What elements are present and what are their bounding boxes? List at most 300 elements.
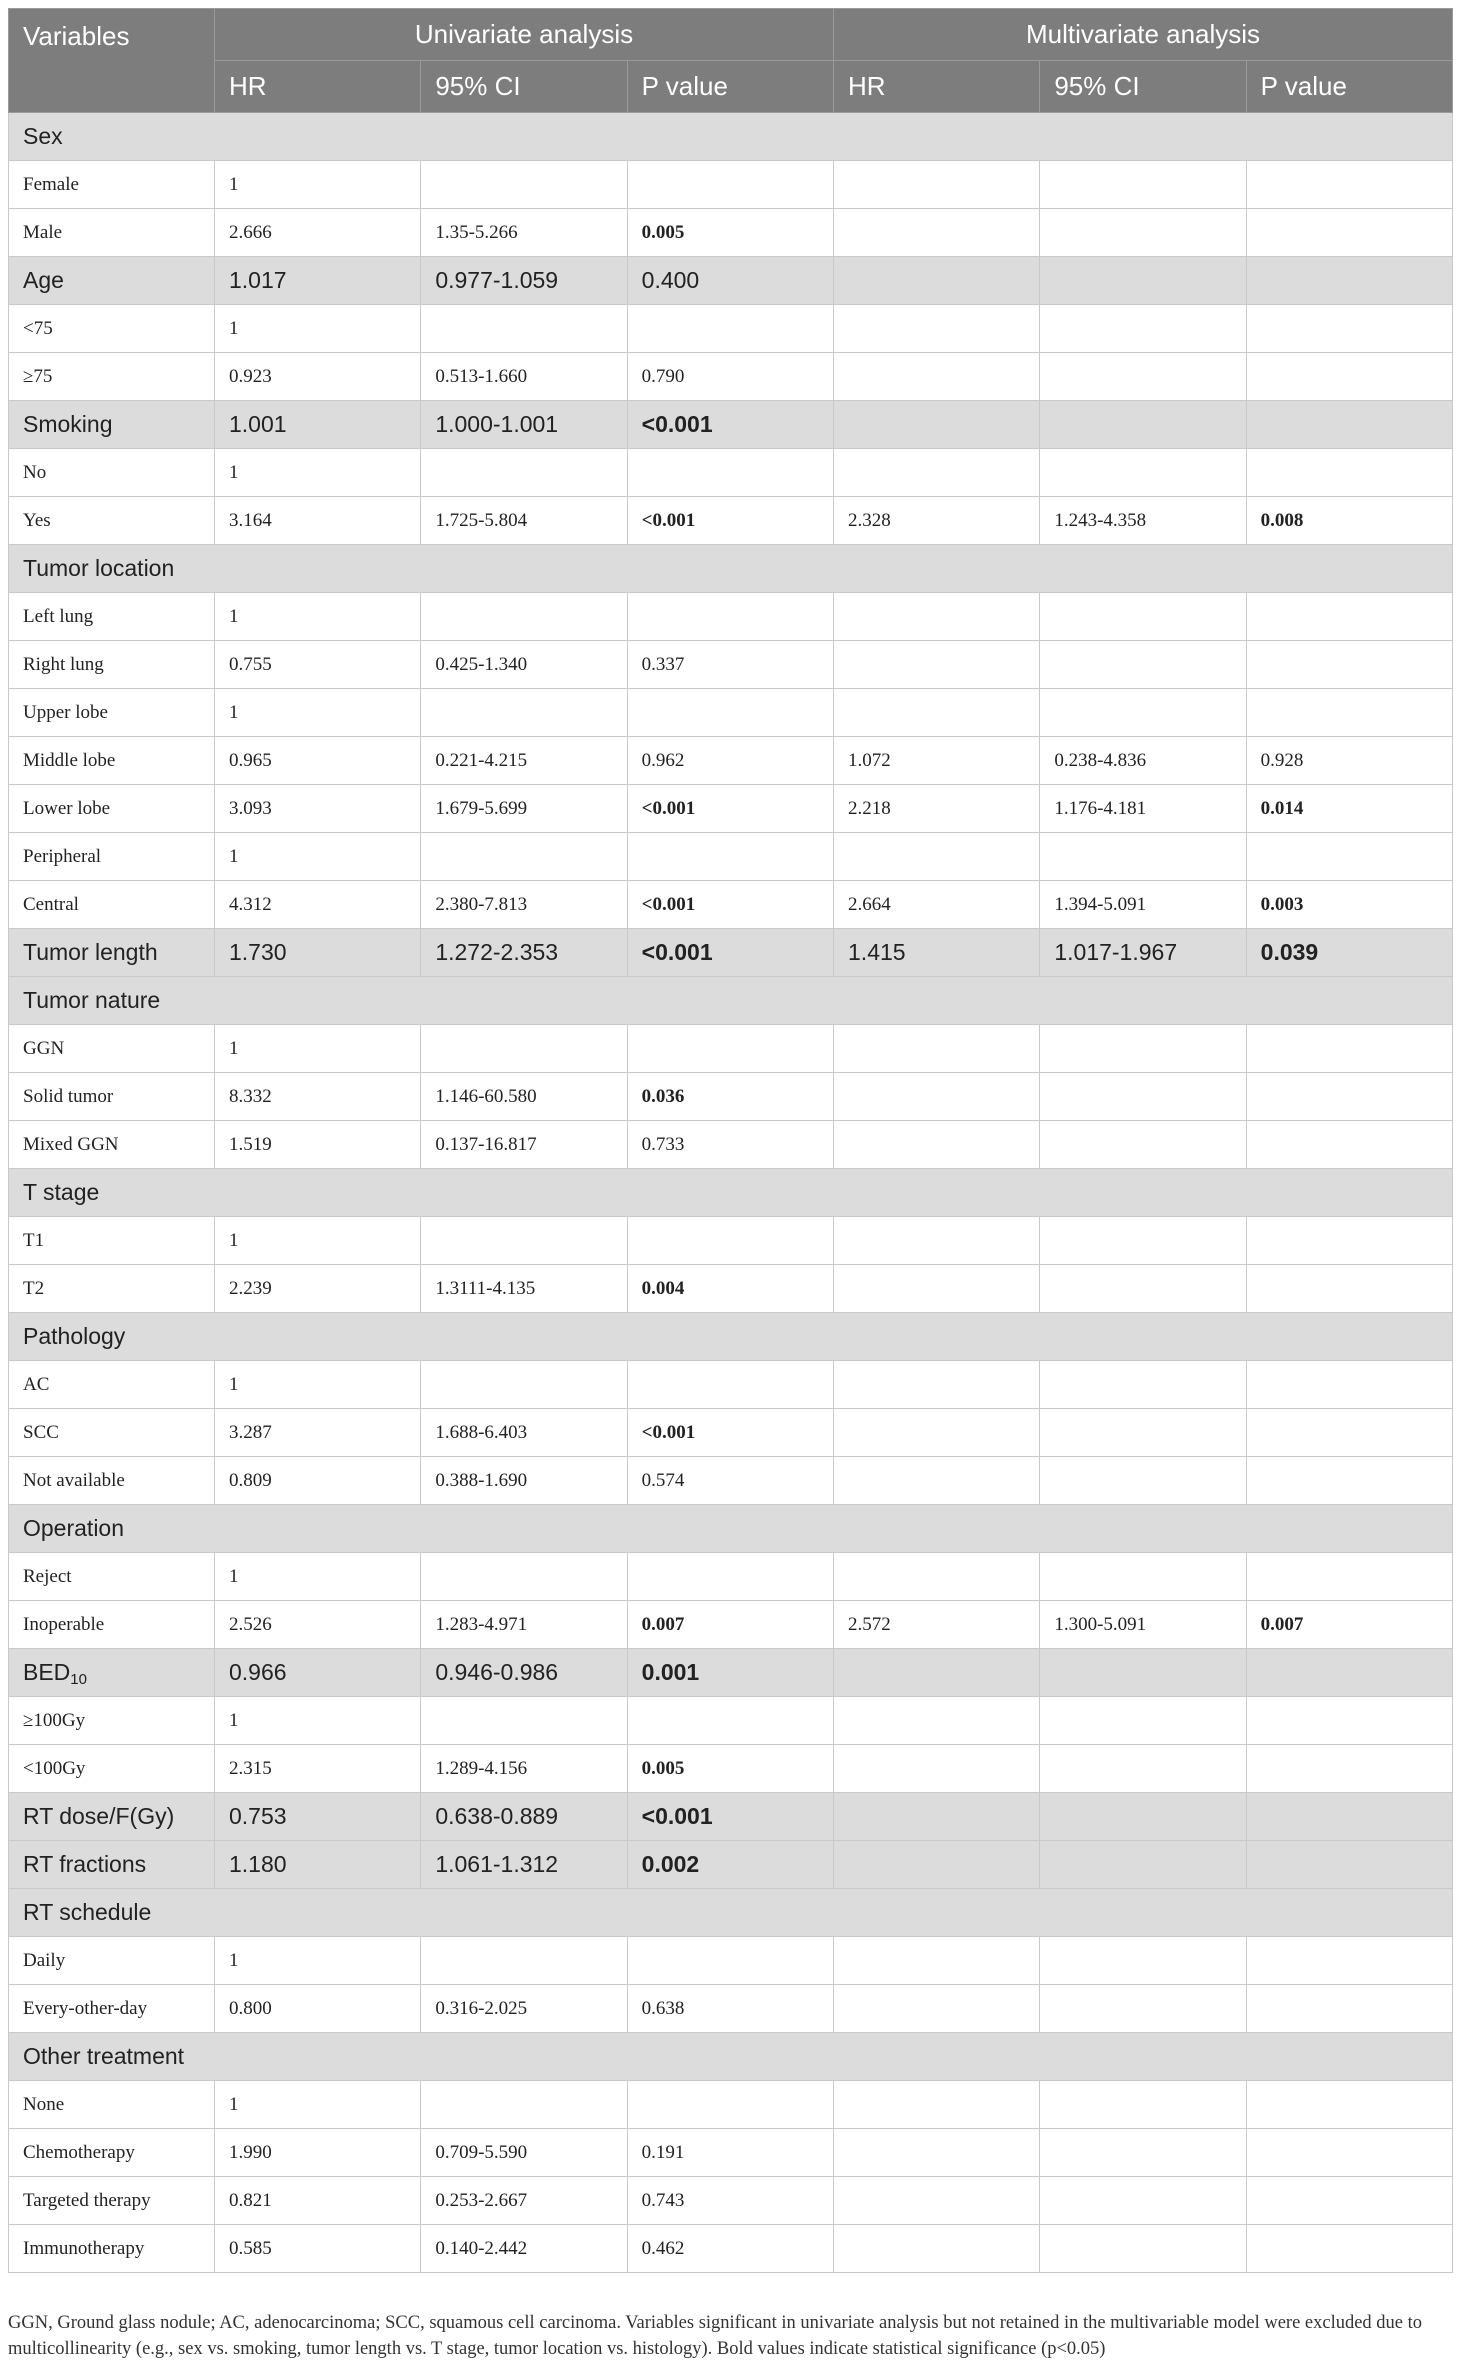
row-label-text: RT dose/F(Gy) [23, 1803, 175, 1829]
row-label-text: Yes [23, 509, 51, 531]
cell-multi-hr [834, 401, 1040, 449]
cell-multi-p: 0.928 [1246, 737, 1452, 785]
cell-uni-p: 0.337 [627, 641, 833, 689]
header-row-sub [9, 61, 1453, 113]
row-label-text: Female [23, 173, 79, 195]
cell-uni-hr: 0.800 [215, 1985, 421, 2033]
cell-multi-p [1246, 161, 1452, 209]
cell-uni-ci: 1.679-5.699 [421, 785, 627, 833]
cell-multi-p [1246, 2081, 1452, 2129]
cell-multi-hr [834, 161, 1040, 209]
table-row [9, 785, 1453, 833]
cell-uni-ci [421, 1217, 627, 1265]
cell-multi-ci [1040, 833, 1246, 881]
table-row [9, 1217, 1453, 1265]
cell-multi-ci [1040, 1025, 1246, 1073]
cell-multi-ci [1040, 2177, 1246, 2225]
cell-uni-p: <0.001 [627, 497, 833, 545]
cell-uni-ci [421, 1553, 627, 1601]
row-label [9, 305, 215, 353]
cell-multi-hr [834, 1217, 1040, 1265]
cell-uni-hr: 4.312 [215, 881, 421, 929]
table-header [9, 9, 1453, 113]
header-univariate: Univariate analysis [215, 9, 834, 61]
cell-multi-p [1246, 401, 1452, 449]
row-label [9, 497, 215, 545]
cell-multi-p [1246, 353, 1452, 401]
cell-multi-hr [834, 1025, 1040, 1073]
row-label-text: Tumor nature [23, 987, 161, 1013]
cell-multi-hr [834, 1793, 1040, 1841]
cell-uni-ci: 0.513-1.660 [421, 353, 627, 401]
cell-uni-p [627, 689, 833, 737]
cell-multi-p [1246, 833, 1452, 881]
cell-multi-hr: 2.664 [834, 881, 1040, 929]
cell-multi-ci [1040, 2081, 1246, 2129]
cell-uni-hr: 0.923 [215, 353, 421, 401]
cell-multi-ci [1040, 1697, 1246, 1745]
table-row [9, 689, 1453, 737]
cell-multi-hr [834, 209, 1040, 257]
cell-multi-hr [834, 1745, 1040, 1793]
row-label-text: Reject [23, 1565, 72, 1587]
row-label [9, 1697, 215, 1745]
cell-uni-hr: 1 [215, 305, 421, 353]
cell-uni-p [627, 1553, 833, 1601]
cell-multi-p [1246, 209, 1452, 257]
cell-uni-hr: 0.965 [215, 737, 421, 785]
cell-multi-p [1246, 305, 1452, 353]
cell-uni-hr: 2.666 [215, 209, 421, 257]
cell-uni-hr: 0.821 [215, 2177, 421, 2225]
row-label-text: Middle lobe [23, 749, 116, 771]
cell-multi-hr [834, 1409, 1040, 1457]
row-label-text: Pathology [23, 1323, 126, 1349]
cell-uni-ci: 0.140-2.442 [421, 2225, 627, 2273]
row-label-text: Right lung [23, 653, 104, 675]
cell-uni-p: 0.733 [627, 1121, 833, 1169]
row-label-text: Every-other-day [23, 1997, 148, 2019]
table-row [9, 833, 1453, 881]
cell-uni-ci: 1.725-5.804 [421, 497, 627, 545]
table-row [9, 1457, 1453, 1505]
table-row [9, 2081, 1453, 2129]
cell-uni-ci [421, 1937, 627, 1985]
cell-uni-p: 0.005 [627, 209, 833, 257]
row-label-text: Daily [23, 1949, 66, 1971]
cell-uni-hr: 2.239 [215, 1265, 421, 1313]
row-label [9, 593, 215, 641]
row-label-text: T2 [23, 1277, 45, 1299]
cell-uni-p [627, 1937, 833, 1985]
table-row-group [9, 1313, 1453, 1361]
row-label-text: T stage [23, 1179, 100, 1205]
cell-multi-hr [834, 2129, 1040, 2177]
table-row [9, 209, 1453, 257]
cell-multi-hr [834, 593, 1040, 641]
row-label [9, 1793, 215, 1841]
cell-uni-p: 0.001 [627, 1649, 833, 1697]
cell-uni-hr: 1.990 [215, 2129, 421, 2177]
table-footnote: GGN, Ground glass nodule; AC, adenocarcinoma; SCC, squamous cell carcinoma. Variables significant in univariate analysis but not retained in the multivariable model were excluded due to multicollinearity (e.g., sex vs. smoking, tumor length vs. T stage, tumor location vs. histology). Bold values indicate statistical significance (p<0.05) [8, 2313, 1423, 2359]
cell-uni-hr: 8.332 [215, 1073, 421, 1121]
cell-uni-p: 0.638 [627, 1985, 833, 2033]
row-label [9, 449, 215, 497]
row-label-text: Chemotherapy [23, 2141, 135, 2163]
cell-uni-ci: 1.272-2.353 [421, 929, 627, 977]
cell-uni-p: <0.001 [627, 785, 833, 833]
row-label [9, 833, 215, 881]
cell-uni-p [627, 1217, 833, 1265]
table-row-group [9, 1649, 1453, 1697]
table-row [9, 1073, 1453, 1121]
table-row-group [9, 1505, 1453, 1553]
row-label [9, 1553, 215, 1601]
cell-uni-hr: 1 [215, 1553, 421, 1601]
row-label [9, 1409, 215, 1457]
header-multi-p: P value [1246, 61, 1452, 113]
table-row [9, 1553, 1453, 1601]
header-uni-hr: HR [215, 61, 421, 113]
table-row [9, 737, 1453, 785]
cell-uni-ci: 0.316-2.025 [421, 1985, 627, 2033]
cell-multi-p [1246, 449, 1452, 497]
row-label [9, 353, 215, 401]
cell-uni-p: 0.400 [627, 257, 833, 305]
cell-uni-ci: 1.688-6.403 [421, 1409, 627, 1457]
cell-multi-hr [834, 1073, 1040, 1121]
cell-multi-ci [1040, 593, 1246, 641]
cell-multi-ci [1040, 1937, 1246, 1985]
cell-multi-p [1246, 1265, 1452, 1313]
cell-multi-p [1246, 1409, 1452, 1457]
cell-uni-ci [421, 689, 627, 737]
cell-uni-p [627, 305, 833, 353]
table-row [9, 881, 1453, 929]
row-label [9, 785, 215, 833]
row-label [9, 1649, 215, 1697]
cell-uni-ci: 0.709-5.590 [421, 2129, 627, 2177]
cell-uni-hr: 1.017 [215, 257, 421, 305]
cell-multi-ci [1040, 353, 1246, 401]
cell-uni-hr: 1 [215, 449, 421, 497]
cell-multi-hr [834, 1937, 1040, 1985]
cell-multi-ci [1040, 1793, 1246, 1841]
cell-multi-hr [834, 641, 1040, 689]
cell-uni-hr: 0.753 [215, 1793, 421, 1841]
cell-multi-p [1246, 1121, 1452, 1169]
row-label-text: <75 [23, 317, 53, 339]
row-label-text: No [23, 461, 47, 483]
row-label [9, 401, 215, 449]
row-label [9, 1841, 215, 1889]
table-row [9, 2129, 1453, 2177]
cell-uni-p [627, 161, 833, 209]
cell-multi-p [1246, 2129, 1452, 2177]
table-row [9, 593, 1453, 641]
cell-multi-ci [1040, 401, 1246, 449]
cell-multi-hr [834, 353, 1040, 401]
row-label [9, 257, 215, 305]
cell-multi-ci: 1.300-5.091 [1040, 1601, 1246, 1649]
header-uni-p: P value [627, 61, 833, 113]
row-label-text: Male [23, 221, 63, 243]
cell-uni-p [627, 1697, 833, 1745]
cell-multi-p [1246, 641, 1452, 689]
table-row-group [9, 257, 1453, 305]
cell-multi-hr [834, 1361, 1040, 1409]
cell-multi-hr [834, 1121, 1040, 1169]
cell-multi-ci [1040, 257, 1246, 305]
cell-uni-ci [421, 1361, 627, 1409]
cell-multi-ci: 0.238-4.836 [1040, 737, 1246, 785]
cell-multi-p [1246, 1793, 1452, 1841]
cell-uni-p: 0.462 [627, 2225, 833, 2273]
cell-multi-p [1246, 1073, 1452, 1121]
table-row [9, 2225, 1453, 2273]
table-row-group [9, 1793, 1453, 1841]
table-row [9, 1265, 1453, 1313]
cell-uni-p: <0.001 [627, 929, 833, 977]
cell-uni-p [627, 449, 833, 497]
cell-uni-p: 0.036 [627, 1073, 833, 1121]
row-label-text: Operation [23, 1515, 125, 1541]
cell-uni-p: 0.962 [627, 737, 833, 785]
row-label [9, 1121, 215, 1169]
table-row-group [9, 545, 1453, 593]
cell-multi-ci [1040, 161, 1246, 209]
row-label-text: GGN [23, 1037, 65, 1059]
cell-multi-ci [1040, 1553, 1246, 1601]
cell-multi-hr [834, 1457, 1040, 1505]
cell-uni-p: <0.001 [627, 1409, 833, 1457]
cell-uni-hr: 0.809 [215, 1457, 421, 1505]
cell-uni-ci [421, 833, 627, 881]
table-row-group [9, 1841, 1453, 1889]
cell-uni-ci [421, 1025, 627, 1073]
cell-multi-ci [1040, 449, 1246, 497]
row-label [9, 1265, 215, 1313]
cell-uni-ci: 1.3111-4.135 [421, 1265, 627, 1313]
row-label-text: Sex [23, 123, 63, 149]
row-label-text: Upper lobe [23, 701, 108, 723]
cell-multi-ci [1040, 2129, 1246, 2177]
row-label [9, 1025, 215, 1073]
cell-uni-hr: 1 [215, 593, 421, 641]
cell-multi-hr [834, 305, 1040, 353]
cell-multi-hr [834, 2081, 1040, 2129]
table-row-group [9, 113, 1453, 161]
cell-multi-hr [834, 689, 1040, 737]
cell-uni-ci: 2.380-7.813 [421, 881, 627, 929]
cell-uni-hr: 0.966 [215, 1649, 421, 1697]
cell-uni-hr: 0.585 [215, 2225, 421, 2273]
table-row [9, 1985, 1453, 2033]
cell-multi-p: 0.008 [1246, 497, 1452, 545]
header-row-top [9, 9, 1453, 61]
row-label [9, 929, 215, 977]
cell-uni-hr: 1 [215, 161, 421, 209]
cell-multi-ci [1040, 1361, 1246, 1409]
regression-table [8, 8, 1453, 2273]
cell-uni-ci: 0.253-2.667 [421, 2177, 627, 2225]
cell-multi-hr [834, 449, 1040, 497]
table-row [9, 161, 1453, 209]
header-multi-ci: 95% CI [1040, 61, 1246, 113]
cell-uni-p [627, 2081, 833, 2129]
table-row-group [9, 401, 1453, 449]
table-row [9, 1121, 1453, 1169]
row-label [9, 1505, 1453, 1553]
row-label-text: ≥75 [23, 365, 53, 387]
cell-multi-hr [834, 1649, 1040, 1697]
row-label [9, 1601, 215, 1649]
cell-multi-p [1246, 1697, 1452, 1745]
table-row [9, 1601, 1453, 1649]
row-label [9, 1217, 215, 1265]
cell-uni-p [627, 1361, 833, 1409]
cell-uni-hr: 3.093 [215, 785, 421, 833]
row-label [9, 2129, 215, 2177]
table-row-group [9, 929, 1453, 977]
table-row-group [9, 1889, 1453, 1937]
row-label [9, 161, 215, 209]
cell-multi-ci [1040, 641, 1246, 689]
cell-multi-ci [1040, 1217, 1246, 1265]
cell-multi-p [1246, 1457, 1452, 1505]
cell-uni-hr: 2.526 [215, 1601, 421, 1649]
cell-uni-p: <0.001 [627, 881, 833, 929]
cell-multi-ci [1040, 1649, 1246, 1697]
table-body [9, 113, 1453, 2273]
cell-multi-ci [1040, 1121, 1246, 1169]
table-row-group [9, 2033, 1453, 2081]
cell-uni-hr: 1 [215, 1025, 421, 1073]
cell-multi-ci: 1.243-4.358 [1040, 497, 1246, 545]
row-label-text: Lower lobe [23, 797, 111, 819]
table-row [9, 497, 1453, 545]
row-label-text: Smoking [23, 411, 113, 437]
cell-uni-p: 0.007 [627, 1601, 833, 1649]
cell-multi-p [1246, 1841, 1452, 1889]
cell-uni-hr: 1.001 [215, 401, 421, 449]
cell-multi-ci [1040, 2225, 1246, 2273]
cell-uni-hr: 1 [215, 689, 421, 737]
cell-uni-hr: 1 [215, 833, 421, 881]
row-label [9, 1313, 1453, 1361]
cell-multi-ci [1040, 305, 1246, 353]
cell-uni-hr: 1.730 [215, 929, 421, 977]
row-label [9, 1745, 215, 1793]
row-label [9, 881, 215, 929]
table-row [9, 2177, 1453, 2225]
cell-multi-p: 0.007 [1246, 1601, 1452, 1649]
table-row [9, 641, 1453, 689]
table-row [9, 1025, 1453, 1073]
cell-multi-hr [834, 2225, 1040, 2273]
cell-uni-p [627, 593, 833, 641]
cell-uni-ci [421, 305, 627, 353]
cell-multi-hr [834, 1697, 1040, 1745]
row-label-text: T1 [23, 1229, 45, 1251]
row-label-text: ≥100Gy [23, 1709, 86, 1731]
cell-multi-ci [1040, 1457, 1246, 1505]
row-label-text: AC [23, 1373, 50, 1395]
cell-multi-ci [1040, 1265, 1246, 1313]
cell-uni-ci: 0.638-0.889 [421, 1793, 627, 1841]
cell-uni-p: 0.191 [627, 2129, 833, 2177]
table-row-group [9, 977, 1453, 1025]
table-container [8, 8, 1452, 2273]
cell-uni-p: <0.001 [627, 401, 833, 449]
cell-uni-ci: 0.425-1.340 [421, 641, 627, 689]
cell-multi-hr [834, 1841, 1040, 1889]
cell-uni-hr: 3.164 [215, 497, 421, 545]
header-multivariate: Multivariate analysis [834, 9, 1453, 61]
cell-multi-ci: 1.176-4.181 [1040, 785, 1246, 833]
row-label [9, 1985, 215, 2033]
table-row [9, 449, 1453, 497]
row-label [9, 2081, 215, 2129]
cell-uni-ci [421, 449, 627, 497]
cell-uni-hr: 3.287 [215, 1409, 421, 1457]
cell-uni-p: 0.005 [627, 1745, 833, 1793]
cell-uni-hr: 1 [215, 1697, 421, 1745]
cell-multi-p [1246, 2177, 1452, 2225]
row-label-text: <100Gy [23, 1757, 86, 1779]
cell-multi-ci [1040, 689, 1246, 737]
table-row [9, 1697, 1453, 1745]
row-label-text: SCC [23, 1421, 59, 1443]
cell-uni-p: 0.790 [627, 353, 833, 401]
row-label [9, 1937, 215, 1985]
row-label-text: Central [23, 893, 79, 915]
cell-multi-p [1246, 1745, 1452, 1793]
cell-multi-p [1246, 257, 1452, 305]
cell-multi-p [1246, 1217, 1452, 1265]
cell-uni-ci: 1.35-5.266 [421, 209, 627, 257]
row-label-text: Inoperable [23, 1613, 105, 1635]
cell-multi-p: 0.014 [1246, 785, 1452, 833]
row-label-text: Mixed GGN [23, 1133, 119, 1155]
row-label [9, 737, 215, 785]
row-label-text: Solid tumor [23, 1085, 114, 1107]
cell-uni-p: 0.574 [627, 1457, 833, 1505]
cell-multi-p [1246, 1553, 1452, 1601]
cell-uni-hr: 1.519 [215, 1121, 421, 1169]
cell-multi-ci: 1.017-1.967 [1040, 929, 1246, 977]
row-label [9, 2177, 215, 2225]
cell-multi-hr: 2.328 [834, 497, 1040, 545]
row-label-text: None [23, 2093, 65, 2115]
cell-uni-ci: 0.137-16.817 [421, 1121, 627, 1169]
row-label [9, 2225, 215, 2273]
header-multi-hr: HR [834, 61, 1040, 113]
row-label [9, 1169, 1453, 1217]
cell-uni-hr: 1.180 [215, 1841, 421, 1889]
cell-multi-p [1246, 689, 1452, 737]
cell-multi-hr: 2.572 [834, 1601, 1040, 1649]
cell-multi-p [1246, 1937, 1452, 1985]
cell-multi-p [1246, 1361, 1452, 1409]
cell-uni-ci [421, 161, 627, 209]
row-label-text: Left lung [23, 605, 94, 627]
cell-uni-hr: 1 [215, 1937, 421, 1985]
cell-multi-ci [1040, 1985, 1246, 2033]
cell-uni-p [627, 1025, 833, 1073]
cell-multi-hr: 1.415 [834, 929, 1040, 977]
cell-multi-hr [834, 257, 1040, 305]
